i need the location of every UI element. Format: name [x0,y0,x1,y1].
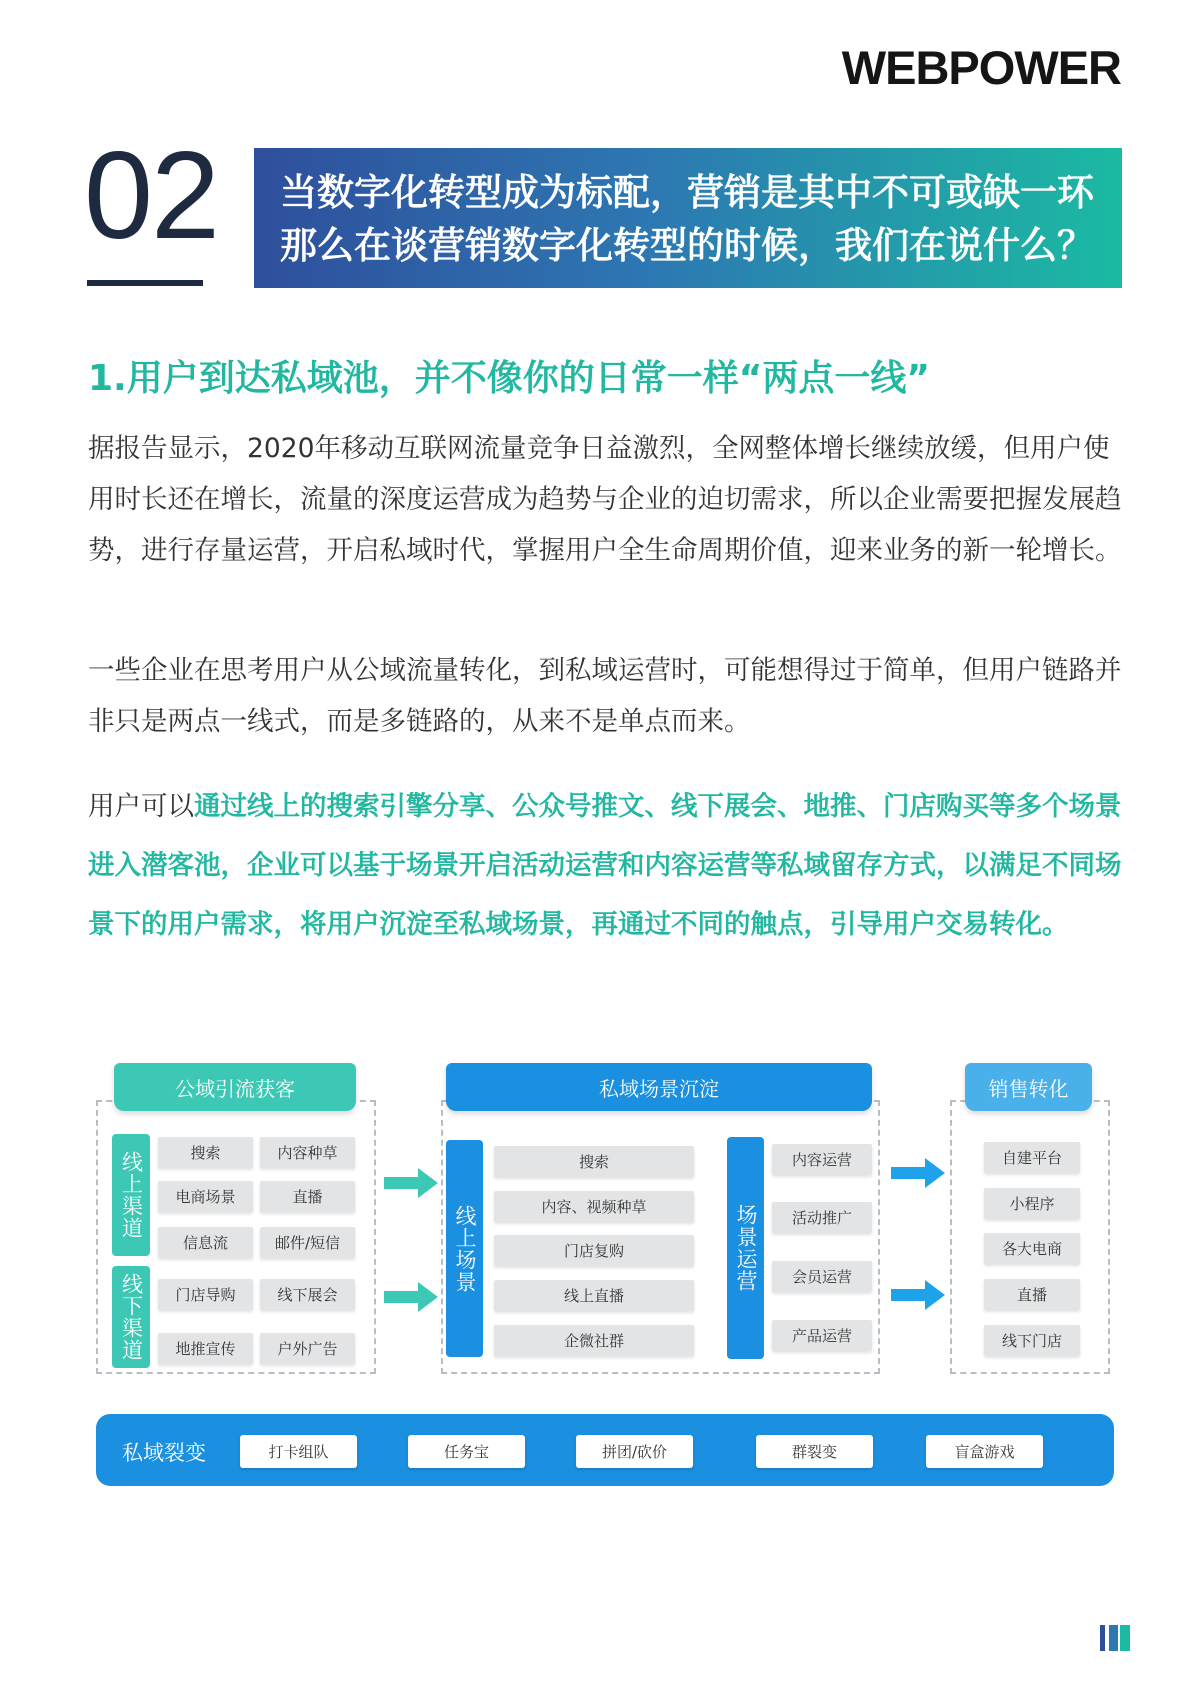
fission-chip: 群裂变 [756,1435,873,1468]
arrow-right-icon [384,1280,440,1314]
ops-chip: 会员运营 [772,1261,872,1292]
ops-chip: 产品运营 [772,1320,872,1351]
scene-chip: 搜索 [494,1146,694,1177]
arrow-right-icon [384,1166,440,1200]
conversion-chip: 线下门店 [984,1325,1080,1356]
ops-chip: 内容运营 [772,1144,872,1175]
online-channel-label: 线上渠道 [112,1134,150,1256]
scene-chip: 门店复购 [494,1235,694,1266]
private-fission-title: 私域裂变 [122,1441,206,1465]
paragraph-2: 一些企业在思考用户从公域流量转化，到私域运营时，可能想得过于简单，但用户链路并非只是两点一线式，而是多链路的，从来不是单点而来。 [88,655,1122,737]
paragraph-3-lead: 用户可以 [88,791,194,822]
sales-conversion-tab: 销售转化 [965,1063,1092,1111]
channel-chip: 搜索 [158,1137,253,1168]
channel-chip: 内容种草 [260,1137,355,1168]
channel-chip: 信息流 [158,1227,253,1258]
channel-chip: 直播 [260,1181,355,1212]
public-traffic-tab: 公域引流获客 [114,1063,356,1111]
chapter-number: 02 [84,127,218,265]
online-scene-label: 线上场景 [446,1140,483,1357]
paragraph-3 [88,777,1128,954]
section-heading: 1.用户到达私域池，并不像你的日常一样“两点一线” [88,358,931,399]
channel-chip: 户外广告 [260,1333,355,1364]
private-scene-tab: 私域场景沉淀 [446,1063,872,1111]
arrow-right-icon [891,1278,947,1312]
channel-chip: 邮件/短信 [260,1227,355,1258]
fission-chip: 拼团/砍价 [576,1435,693,1468]
channel-chip: 电商场景 [158,1181,253,1212]
fission-chip: 盲盒游戏 [926,1435,1043,1468]
conversion-chip: 直播 [984,1279,1080,1310]
offline-channel-label: 线下渠道 [112,1266,150,1368]
scene-chip: 企微社群 [494,1325,694,1356]
fission-chip: 任务宝 [408,1435,525,1468]
channel-chip: 门店导购 [158,1279,253,1310]
conversion-chip: 各大电商 [984,1233,1080,1264]
conversion-chip: 自建平台 [984,1142,1080,1173]
scene-chip: 内容、视频种草 [494,1191,694,1222]
scene-chip: 线上直播 [494,1280,694,1311]
chapter-title-banner [254,148,1122,288]
fission-chip: 打卡组队 [240,1435,357,1468]
scene-ops-label: 场景运营 [727,1137,764,1359]
channel-chip: 线下展会 [260,1279,355,1310]
paragraph-1: 据报告显示，2020年移动互联网流量竞争日益激烈，全网整体增长继续放缓，但用户使用时长还在增长，流量的深度运营成为趋势与企业的迫切需求，所以企业需要把握发展趋势，进行存量运营，开启私域时代，掌握用户全生命周期价值，迎来业务的新一轮增长。 [88,433,1122,566]
chapter-underline [87,280,203,286]
paragraph-3-highlight: 通过线上的搜索引擎分享、公众号推文、线下展会、地推、门店购买等多个场景进入潜客池，企业可以基于场景开启活动运营和内容运营等私域留存方式，以满足不同场景下的用户需求，将用户沉淀至私域场景，再通过不同的触点，引导用户交易转化。 [88,791,1122,940]
page-marker-icon [1100,1625,1130,1651]
brand-logo: WEBPOWER [841,41,1121,94]
channel-chip: 地推宣传 [158,1333,253,1364]
conversion-chip: 小程序 [984,1188,1080,1219]
chapter-title-line: 当数字化转型成为标配，营销是其中不可或缺一环 [280,171,1094,214]
arrow-right-icon [891,1156,947,1190]
chapter-title-line: 那么在谈营销数字化转型的时候，我们在说什么？ [280,224,1094,267]
ops-chip: 活动推广 [772,1202,872,1233]
